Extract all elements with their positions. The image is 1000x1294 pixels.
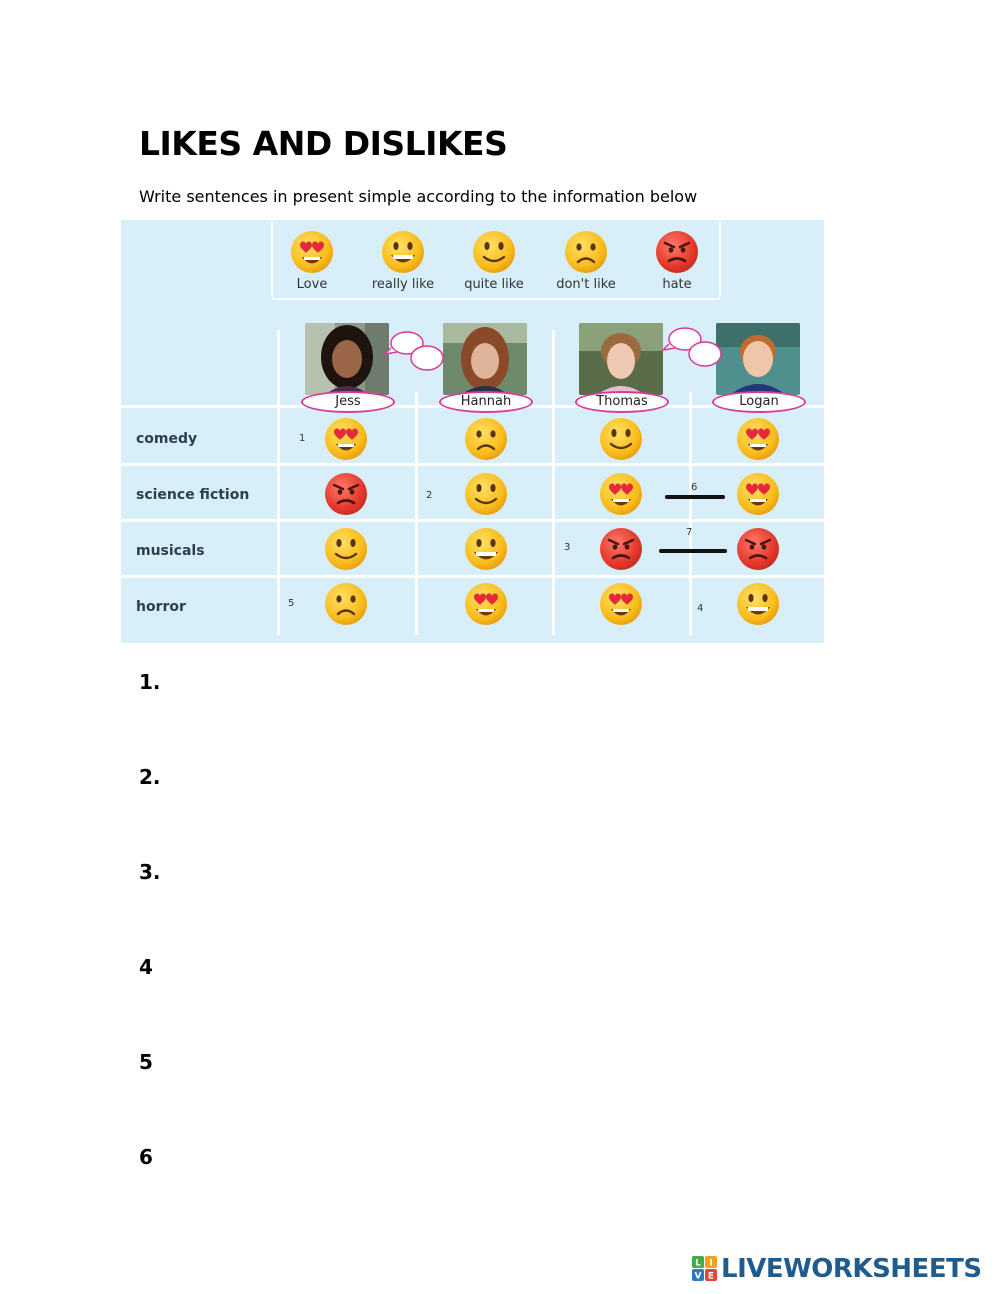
likes-chart <box>121 220 824 643</box>
name-label-hannah: Hannah <box>439 391 533 413</box>
marker-number: 5 <box>288 598 295 609</box>
legend-label: Love <box>296 277 328 292</box>
link-line <box>665 495 725 499</box>
legend-box <box>271 222 721 300</box>
row-label-comedy: comedy <box>136 431 198 447</box>
legend-label: quite like <box>464 277 524 292</box>
speech-bubble-icon <box>383 328 453 374</box>
legend-label: hate <box>662 277 692 292</box>
love-face-icon <box>736 472 780 516</box>
grin-face-icon <box>736 582 780 626</box>
liveworksheets-badge-icon <box>692 1256 718 1282</box>
name-label-jess: Jess <box>301 391 395 413</box>
smile-face-icon <box>599 417 643 461</box>
love-face-icon <box>599 472 643 516</box>
angry-face-icon <box>736 527 780 571</box>
grid-line <box>689 392 692 635</box>
marker-number: 7 <box>686 527 693 538</box>
grid-line <box>277 330 280 635</box>
legend-item-dont-like <box>541 230 631 292</box>
speech-bubble-icon <box>661 324 731 370</box>
marker-number: 3 <box>564 542 571 553</box>
legend-label: don't like <box>556 277 616 292</box>
liveworksheets-logo <box>692 1255 982 1283</box>
grid-line <box>121 519 824 522</box>
question-number: 6 <box>139 1145 153 1169</box>
angry-face-icon <box>324 472 368 516</box>
love-face-icon <box>736 417 780 461</box>
badge-letter: V <box>694 1271 702 1282</box>
angry-face-icon <box>599 527 643 571</box>
smile-face-icon <box>464 472 508 516</box>
legend-item-quite-like <box>449 230 539 292</box>
row-label-musicals: musicals <box>136 543 205 559</box>
grin-face-icon <box>464 527 508 571</box>
sad-face-icon <box>324 582 368 626</box>
row-label-science-fiction: science fiction <box>136 487 250 503</box>
photo-hannah <box>443 323 527 395</box>
angry-face-icon <box>655 230 699 274</box>
name-label-logan: Logan <box>712 391 806 413</box>
photo-thomas <box>579 323 663 395</box>
marker-number: 4 <box>697 603 704 614</box>
love-face-icon <box>464 582 508 626</box>
page-title: LIKES AND DISLIKES <box>139 124 508 163</box>
grid-line <box>552 330 555 635</box>
legend-item-hate <box>632 230 722 292</box>
grid-line <box>121 575 824 578</box>
question-number: 5 <box>139 1050 153 1074</box>
badge-letter: L <box>695 1258 701 1269</box>
marker-number: 1 <box>299 433 306 444</box>
brand-name: LIVEWORKSHEETS <box>721 1254 982 1284</box>
question-number: 4 <box>139 955 153 979</box>
badge-letter: E <box>707 1271 715 1282</box>
question-number: 3. <box>139 860 161 884</box>
question-number: 1. <box>139 670 161 694</box>
legend-item-really-like <box>358 230 448 292</box>
name-label-thomas: Thomas <box>575 391 669 413</box>
badge-letter: I <box>709 1258 713 1269</box>
love-face-icon <box>290 230 334 274</box>
marker-number: 2 <box>426 490 433 501</box>
grid-line <box>415 392 418 635</box>
grin-face-icon <box>381 230 425 274</box>
smile-face-icon <box>472 230 516 274</box>
sad-face-icon <box>564 230 608 274</box>
link-line <box>659 549 727 553</box>
sad-face-icon <box>464 417 508 461</box>
legend-item-love <box>267 230 357 292</box>
grid-line <box>121 463 824 466</box>
marker-number: 6 <box>691 482 698 493</box>
instruction-text: Write sentences in present simple according to the information below <box>139 187 698 206</box>
question-number: 2. <box>139 765 161 789</box>
row-label-horror: horror <box>136 599 186 615</box>
love-face-icon <box>324 417 368 461</box>
smile-face-icon <box>324 527 368 571</box>
photo-jess <box>305 323 389 395</box>
love-face-icon <box>599 582 643 626</box>
legend-label: really like <box>371 277 435 292</box>
